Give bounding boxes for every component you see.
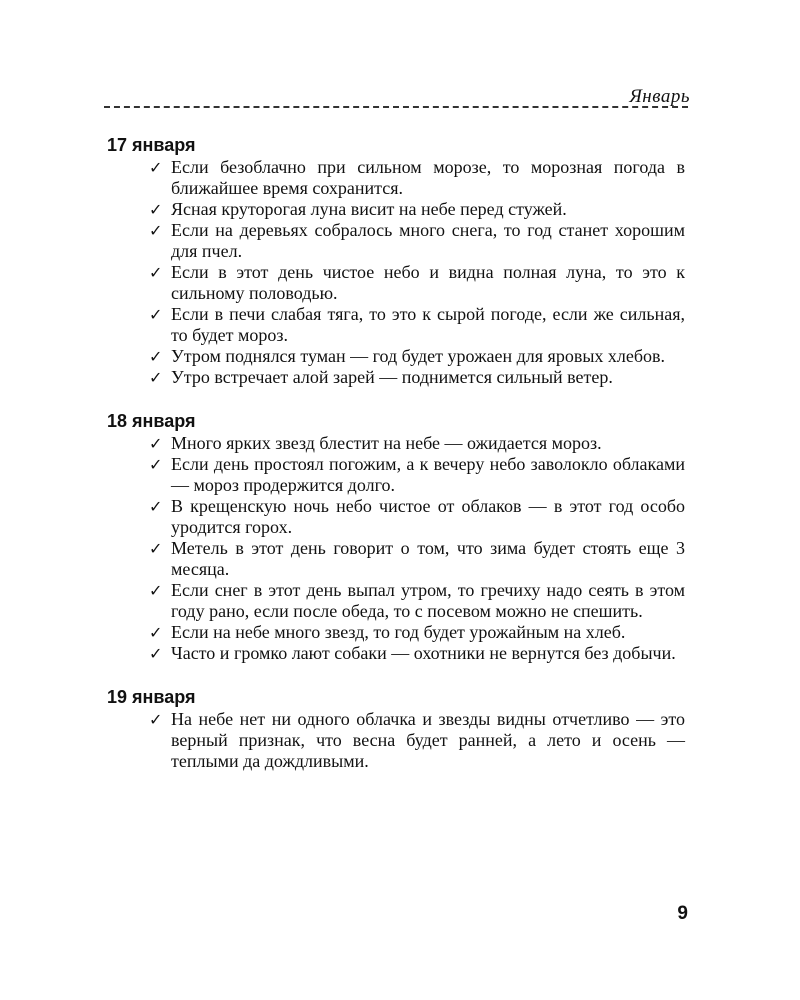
check-mark-icon: ✓ — [149, 221, 163, 240]
check-mark-icon: ✓ — [149, 347, 163, 366]
sign-text: Утром поднялся туман — год будет урожаен для яровых хлебов. — [171, 346, 666, 366]
sign-text: Утро встречает алой зарей — поднимется сильный ветер. — [171, 367, 613, 387]
sign-text: Если день простоял погожим, а к вечеру небо заволокло облаками — мороз продержится долго. — [171, 454, 685, 495]
sign-item — [107, 220, 685, 262]
check-mark-icon: ✓ — [149, 623, 163, 642]
check-mark-icon: ✓ — [149, 581, 163, 600]
check-mark-icon: ✓ — [149, 368, 163, 387]
sign-text: Если в этот день чистое небо и видна полная луна, то это к сильному половодью. — [171, 262, 685, 303]
check-mark-icon: ✓ — [149, 305, 163, 324]
page-number: 9 — [677, 903, 688, 924]
section-19-january — [107, 682, 685, 772]
check-mark-icon: ✓ — [149, 434, 163, 453]
sign-item — [107, 262, 685, 304]
sign-item — [107, 157, 685, 199]
section-date-heading: 17 января — [107, 135, 196, 155]
sign-item — [107, 433, 685, 454]
sign-text: Ясная круторогая луна висит на небе перед стужей. — [171, 199, 567, 219]
sign-item — [107, 643, 685, 664]
check-mark-icon: ✓ — [149, 644, 163, 663]
section-date-heading: 18 января — [107, 411, 196, 431]
sign-text: Часто и громко лают собаки — охотники не вернутся без добычи. — [171, 643, 676, 663]
running-head-title: Январь — [629, 86, 690, 107]
sign-text: Много ярких звезд блестит на небе — ожидается мороз. — [171, 433, 602, 453]
check-mark-icon: ✓ — [149, 200, 163, 219]
signs-list — [107, 433, 685, 664]
check-mark-icon: ✓ — [149, 497, 163, 516]
sign-text: Если в печи слабая тяга, то это к сырой погоде, если же сильная, то будет мороз. — [171, 304, 685, 345]
sign-item — [107, 580, 685, 622]
check-mark-icon: ✓ — [149, 455, 163, 474]
sign-item — [107, 538, 685, 580]
sign-text: В крещенскую ночь небо чистое от облаков — в этот год особо уродится горох. — [171, 496, 685, 537]
sign-item — [107, 496, 685, 538]
signs-list — [107, 709, 685, 772]
section-18-january — [107, 406, 685, 664]
check-mark-icon: ✓ — [149, 263, 163, 282]
sign-text: На небе нет ни одного облачка и звезды видны отчетливо — это верный признак, что весна будет ранней, а лето и осень — теплыми да дождливыми. — [171, 709, 685, 771]
page-content — [107, 130, 685, 790]
sign-item — [107, 709, 685, 772]
sign-item — [107, 622, 685, 643]
header-dashed-rule — [104, 106, 688, 108]
sign-text: Если безоблачно при сильном морозе, то морозная погода в ближайшее время сохранится. — [171, 157, 685, 198]
sign-text: Если на деревьях собралось много снега, то год станет хорошим для пчел. — [171, 220, 685, 261]
check-mark-icon: ✓ — [149, 158, 163, 177]
section-17-january — [107, 130, 685, 388]
sign-item — [107, 304, 685, 346]
sign-item — [107, 367, 685, 388]
sign-text: Если на небе много звезд, то год будет урожайным на хлеб. — [171, 622, 626, 642]
section-date-heading: 19 января — [107, 687, 196, 707]
sign-text: Если снег в этот день выпал утром, то гречиху надо сеять в этом году рано, если после обеда, то с посевом можно не спешить. — [171, 580, 685, 621]
check-mark-icon: ✓ — [149, 539, 163, 558]
signs-list — [107, 157, 685, 388]
sign-item — [107, 454, 685, 496]
check-mark-icon: ✓ — [149, 710, 163, 729]
sign-item — [107, 346, 685, 367]
sign-item — [107, 199, 685, 220]
sign-text: Метель в этот день говорит о том, что зима будет стоять еще 3 месяца. — [171, 538, 685, 579]
